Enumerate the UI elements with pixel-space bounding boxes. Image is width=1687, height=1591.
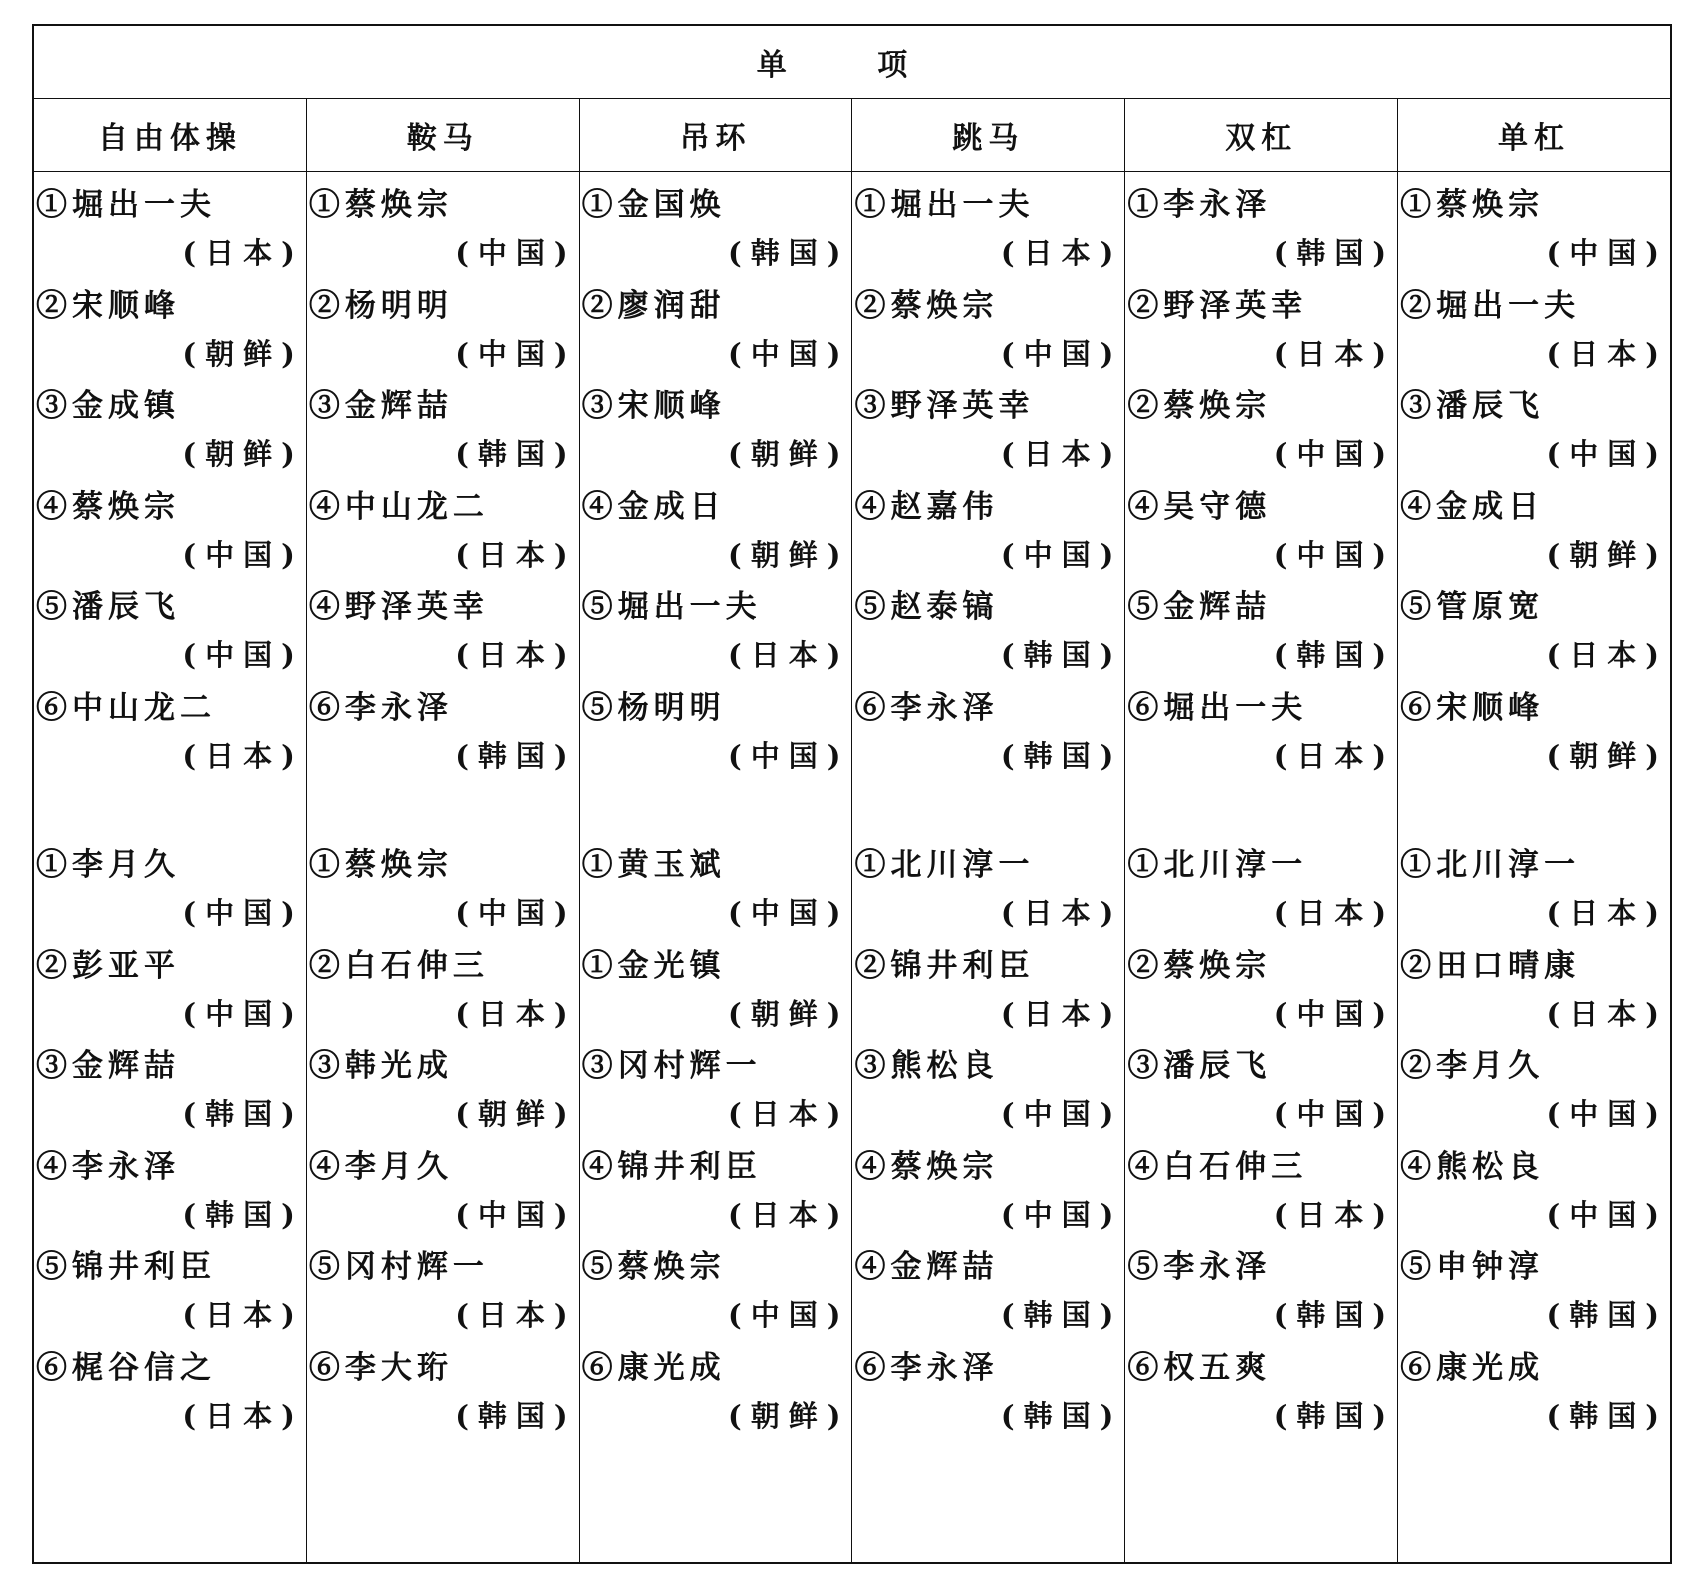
athlete-name: ④金成日 [581,488,726,525]
header-horizontal-bar: 单杠 [1498,120,1571,156]
athlete-name: ④熊松良 [1400,1148,1545,1185]
result-entry [1398,372,1670,480]
athlete-country: (日本) [1000,896,1123,930]
athlete-name: ⑤锦井利臣 [36,1249,216,1285]
athlete-country: (中国) [728,738,850,773]
athlete-name: ①金国焕 [581,187,726,223]
header-row [34,98,1670,172]
athlete-name: ②堀出一夫 [1400,287,1581,324]
athlete-name: ③冈村辉一 [581,1048,762,1084]
athlete-country: (韩国) [455,437,577,471]
athlete-country: (中国) [1273,1097,1396,1131]
athlete-name: ②锦井利臣 [854,947,1035,984]
athlete-country: (朝鲜) [182,336,304,371]
table-title: 单 项 [34,26,1670,99]
header-rings: 吊环 [580,98,853,171]
result-entry [307,171,579,279]
athlete-country: (中国) [1546,1097,1668,1131]
athlete-country: (朝鲜) [728,996,850,1031]
athlete-name: ③金成镇 [36,388,180,424]
result-entry [852,272,1124,380]
athlete-name: ④白石伸三 [1127,1148,1308,1185]
result-entry [580,272,852,380]
athlete-country: (韩国) [1000,738,1123,773]
header-parallel-bars: 双杠 [1125,98,1398,171]
athlete-country: (韩国) [1273,1398,1396,1433]
athlete-name: ⑥李永泽 [308,689,453,726]
athlete-name: ②杨明明 [308,287,453,324]
athlete-country: (韩国) [1273,638,1396,672]
result-entry [852,372,1124,480]
athlete-name: ⑤赵泰镐 [854,589,999,625]
athlete-country: (日本) [1000,996,1123,1031]
athlete-name: ②彭亚平 [36,947,180,984]
athlete-country: (朝鲜) [455,1097,577,1131]
result-entry [307,674,579,782]
athlete-country: (中国) [728,896,850,930]
column-floor [34,171,307,1562]
athlete-name: ⑤潘辰飞 [36,589,180,625]
result-entry [580,932,852,1040]
athlete-name: ④蔡焕宗 [36,488,180,525]
result-entry [1398,1133,1670,1241]
athlete-name: ③韩光成 [308,1048,453,1084]
result-entry [580,831,852,939]
result-entry [1398,1334,1670,1442]
athlete-country: (日本) [1000,437,1123,471]
athlete-country: (日本) [182,1398,304,1433]
athlete-name: ①蔡焕宗 [308,187,453,223]
athlete-country: (中国) [182,896,304,930]
result-entry [1398,674,1670,782]
result-entry [1125,1133,1397,1241]
athlete-name: ⑤堀出一夫 [581,589,762,625]
athlete-country: (中国) [1000,537,1123,572]
result-entry [1125,272,1397,380]
athlete-country: (中国) [1546,1197,1668,1232]
athlete-country: (韩国) [182,1097,304,1131]
athlete-country: (日本) [182,1298,304,1332]
athlete-name: ⑤冈村辉一 [308,1249,489,1285]
result-entry [34,932,306,1040]
athlete-country: (中国) [455,236,577,270]
athlete-country: (中国) [455,336,577,371]
athlete-name: ①北川淳一 [1127,847,1308,883]
athlete-name: ④野泽英幸 [308,589,489,625]
athlete-name: ⑥堀出一夫 [1127,689,1308,726]
athlete-name: ②宋顺峰 [36,287,180,324]
athlete-name: ①堀出一夫 [36,187,216,223]
athlete-name: ③潘辰飞 [1127,1048,1272,1084]
result-entry [852,1133,1124,1241]
athlete-name: ③金辉喆 [308,388,453,424]
athlete-name: ④金成日 [1400,488,1545,525]
column-rings [580,171,853,1562]
result-entry [1125,1032,1397,1140]
athlete-country: (朝鲜) [728,1398,850,1433]
athlete-country: (朝鲜) [182,437,304,471]
result-entry [307,272,579,380]
result-entry [1398,1233,1670,1341]
result-entry [1398,171,1670,279]
athlete-country: (中国) [1000,1097,1123,1131]
result-entry [307,573,579,681]
athlete-name: ①蔡焕宗 [308,847,453,883]
athlete-name: ②白石伸三 [308,947,489,984]
result-entry [580,573,852,681]
result-entry [34,1032,306,1140]
result-entry [1125,831,1397,939]
result-entry [34,171,306,279]
athlete-country: (日本) [182,738,304,773]
athlete-country: (日本) [1000,236,1123,270]
result-entry [1125,932,1397,1040]
result-entry [852,473,1124,581]
athlete-country: (朝鲜) [728,537,850,572]
athlete-country: (中国) [1273,537,1396,572]
result-entry [580,171,852,279]
athlete-name: ⑤李永泽 [1127,1249,1272,1285]
result-entry [307,372,579,480]
athlete-name: ①蔡焕宗 [1400,187,1545,223]
athlete-name: ①金光镇 [581,947,726,984]
result-entry [580,372,852,480]
athlete-name: ②蔡焕宗 [1127,388,1272,424]
athlete-country: (日本) [455,1298,577,1332]
result-entry [34,1233,306,1341]
athlete-name: ②廖润甜 [581,287,726,324]
athlete-country: (日本) [455,638,577,672]
result-entry [1398,1032,1670,1140]
athlete-name: ①李月久 [36,847,180,883]
result-entry [580,1032,852,1140]
result-entry [307,1032,579,1140]
result-entry [34,831,306,939]
athlete-country: (韩国) [1000,638,1123,672]
athlete-name: ①李永泽 [1127,187,1272,223]
athlete-country: (中国) [182,638,304,672]
result-entry [852,831,1124,939]
result-entry [1398,932,1670,1040]
athlete-name: ⑥李永泽 [854,689,999,726]
athlete-name: ①黄玉斌 [581,847,726,883]
athlete-country: (朝鲜) [728,437,850,471]
result-entry [580,1233,852,1341]
result-entry [307,1133,579,1241]
athlete-country: (日本) [1273,738,1396,773]
athlete-country: (日本) [1546,896,1668,930]
athlete-name: ⑥李大珩 [308,1349,453,1386]
athlete-name: ②李月久 [1400,1048,1545,1084]
result-entry [1125,674,1397,782]
athlete-name: ⑥康光成 [581,1349,726,1386]
result-entry [34,674,306,782]
athlete-name: ⑤管原宽 [1400,589,1545,625]
athlete-country: (中国) [1546,236,1668,270]
result-entry [1125,573,1397,681]
result-entry [1125,473,1397,581]
result-entry [1125,372,1397,480]
result-entry [580,674,852,782]
athlete-name: ④李永泽 [36,1148,180,1185]
athlete-country: (日本) [728,1097,850,1131]
result-entry [580,473,852,581]
athlete-name: ③潘辰飞 [1400,388,1545,424]
athlete-name: ⑤金辉喆 [1127,589,1272,625]
athlete-country: (中国) [182,537,304,572]
header-pommel-horse: 鞍马 [307,98,580,171]
result-entry [307,1334,579,1442]
athlete-country: (日本) [1546,996,1668,1031]
result-entry [34,272,306,380]
athlete-name: ①堀出一夫 [854,187,1035,223]
result-entry [307,473,579,581]
athlete-name: ③金辉喆 [36,1048,180,1084]
result-entry [852,932,1124,1040]
column-pommel-horse [307,171,580,1562]
result-entry [852,1233,1124,1341]
athlete-country: (中国) [728,336,850,371]
result-entry [34,1133,306,1241]
athlete-country: (日本) [1273,1197,1396,1232]
result-entry [580,1334,852,1442]
athlete-name: ④李月久 [308,1148,453,1185]
athlete-country: (韩国) [182,1197,304,1232]
athlete-name: ②田口晴康 [1400,947,1581,984]
athlete-name: ④金辉喆 [854,1249,999,1285]
result-entry [1398,573,1670,681]
result-entry [1125,1334,1397,1442]
header-vault: 跳马 [852,98,1125,171]
athlete-name: ⑥康光成 [1400,1349,1545,1386]
athlete-country: (日本) [1273,336,1396,371]
athlete-country: (中国) [455,1197,577,1232]
athlete-country: (韩国) [1273,236,1396,270]
result-entry [1125,1233,1397,1341]
athlete-name: ①北川淳一 [1400,847,1581,883]
athlete-country: (中国) [1000,336,1123,371]
athlete-country: (日本) [455,996,577,1031]
athlete-country: (韩国) [1546,1398,1668,1433]
results-table [32,24,1672,1564]
athlete-country: (中国) [182,996,304,1031]
result-entry [1398,473,1670,581]
result-entry [34,473,306,581]
result-entry [580,1133,852,1241]
athlete-name: ⑥梶谷信之 [36,1349,216,1386]
athlete-country: (中国) [728,1298,850,1332]
athlete-country: (日本) [1546,638,1668,672]
result-entry [852,171,1124,279]
athlete-name: ⑥李永泽 [854,1349,999,1386]
athlete-country: (中国) [455,896,577,930]
result-entry [307,932,579,1040]
result-entry [852,1334,1124,1442]
column-horizontal-bar [1398,171,1670,1562]
athlete-name: ⑤蔡焕宗 [581,1249,726,1285]
athlete-country: (日本) [182,236,304,270]
athlete-name: ②蔡焕宗 [1127,947,1272,984]
athlete-name: ⑥宋顺峰 [1400,689,1545,726]
athlete-country: (日本) [1546,336,1668,371]
athlete-name: ②蔡焕宗 [854,287,999,324]
athlete-country: (朝鲜) [1546,537,1668,572]
athlete-country: (日本) [728,638,850,672]
athlete-country: (中国) [1273,437,1396,471]
result-entry [307,831,579,939]
column-parallel-bars [1125,171,1398,1562]
result-entry [34,372,306,480]
athlete-country: (韩国) [1273,1298,1396,1332]
athlete-country: (韩国) [1546,1298,1668,1332]
athlete-name: ④中山龙二 [308,488,489,525]
athlete-name: ①北川淳一 [854,847,1035,883]
result-entry [34,573,306,681]
athlete-name: ②野泽英幸 [1127,287,1308,324]
athlete-name: ④蔡焕宗 [854,1148,999,1185]
athlete-country: (韩国) [1000,1298,1123,1332]
result-entry [1398,272,1670,380]
athlete-name: ③熊松良 [854,1048,999,1084]
athlete-name: ③宋顺峰 [581,388,726,424]
athlete-country: (中国) [1546,437,1668,471]
result-entry [1398,831,1670,939]
result-entry [1125,171,1397,279]
athlete-name: ④锦井利臣 [581,1148,762,1185]
athlete-name: ⑤杨明明 [581,689,726,726]
athlete-country: (韩国) [1000,1398,1123,1433]
athlete-country: (韩国) [455,1398,577,1433]
athlete-name: ⑤申钟淳 [1400,1249,1545,1285]
athlete-country: (日本) [455,537,577,572]
athlete-name: ④赵嘉伟 [854,488,999,525]
athlete-country: (中国) [1000,1197,1123,1232]
table-body [34,171,1670,1562]
result-entry [852,573,1124,681]
athlete-country: (中国) [1273,996,1396,1031]
athlete-name: ⑥权五爽 [1127,1349,1272,1386]
athlete-country: (朝鲜) [1546,738,1668,773]
athlete-name: ④吴守德 [1127,488,1272,525]
athlete-name: ⑥中山龙二 [36,689,216,726]
athlete-country: (日本) [728,1197,850,1232]
result-entry [34,1334,306,1442]
athlete-country: (韩国) [455,738,577,773]
result-entry [852,1032,1124,1140]
athlete-name: ③野泽英幸 [854,388,1035,424]
result-entry [852,674,1124,782]
result-entry [307,1233,579,1341]
athlete-country: (日本) [1273,896,1396,930]
column-vault [852,171,1125,1562]
athlete-country: (韩国) [728,236,850,270]
header-floor: 自由体操 [34,98,307,171]
